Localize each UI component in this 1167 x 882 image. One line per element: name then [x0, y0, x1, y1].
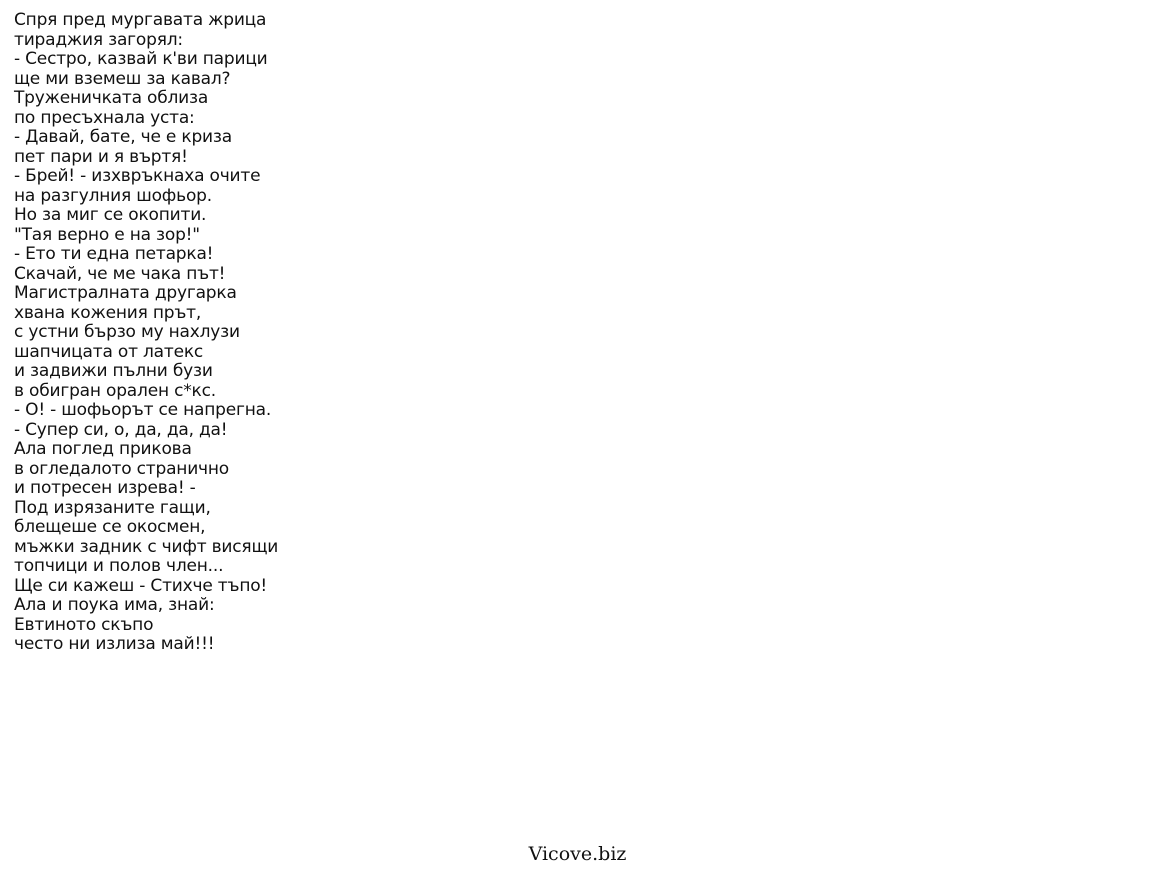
poem-line: мъжки задник с чифт висящи: [14, 536, 279, 557]
poem-line: Но за миг се окопити.: [14, 205, 207, 225]
poem-line: пет пари и я въртя!: [14, 146, 188, 167]
poem-line: на разгулния шофьор.: [14, 185, 212, 206]
poem-line: често ни излиза май!!!: [14, 634, 215, 654]
poem-line: Евтиното скъпо: [14, 614, 154, 635]
poem-text: [14, 11, 278, 655]
poem-line: шапчицата от латекс: [14, 341, 204, 362]
poem-line: хвана кожения прът,: [14, 302, 202, 323]
poem-line: по пресъхнала уста:: [14, 107, 195, 128]
poem-line: - О! - шофьорът се напрегна.: [14, 400, 272, 420]
poem-line: Ала и поука има, знай:: [14, 595, 215, 615]
poem-line: с устни бързо му нахлузи: [14, 322, 240, 342]
poem-line: Магистралната другарка: [14, 283, 237, 303]
poem-line: "Тая верно е на зор!": [14, 224, 200, 245]
poem-line: Труженичката облиза: [14, 88, 209, 108]
poem-line: Ала поглед прикова: [14, 439, 192, 459]
poem-line: ще ми вземеш за кавал?: [14, 68, 231, 89]
poem-line: тираджия загорял:: [14, 29, 183, 50]
poem-line: топчици и полов член...: [14, 556, 224, 576]
poem-line: в огледалото странично: [14, 458, 230, 479]
poem-line: Спря пред мургавата жрица: [14, 10, 267, 30]
poem-line: блещеше се окосмен,: [14, 517, 206, 537]
poem-line: - Сестро, казвай к'ви парици: [14, 49, 268, 69]
poem-line: Скачай, че ме чака път!: [14, 263, 226, 284]
poem-line: и потресен изрева! -: [14, 478, 196, 498]
poem-line: - Ето ти една петарка!: [14, 244, 214, 264]
poem-line: в обигран орален с*кс.: [14, 380, 216, 401]
poem-line: - Давай, бате, че е криза: [14, 127, 232, 147]
site-footer: Vicove.biz: [528, 843, 627, 865]
poem-line: и задвижи пълни бузи: [14, 361, 213, 381]
poem-line: - Супер си, о, да, да, да!: [14, 419, 228, 440]
poem-line: - Брей! - изхвръкнаха очите: [14, 166, 261, 186]
poem-line: Под изрязаните гащи,: [14, 497, 211, 518]
poem-line: Ще си кажеш - Стихче тъпо!: [14, 575, 268, 596]
